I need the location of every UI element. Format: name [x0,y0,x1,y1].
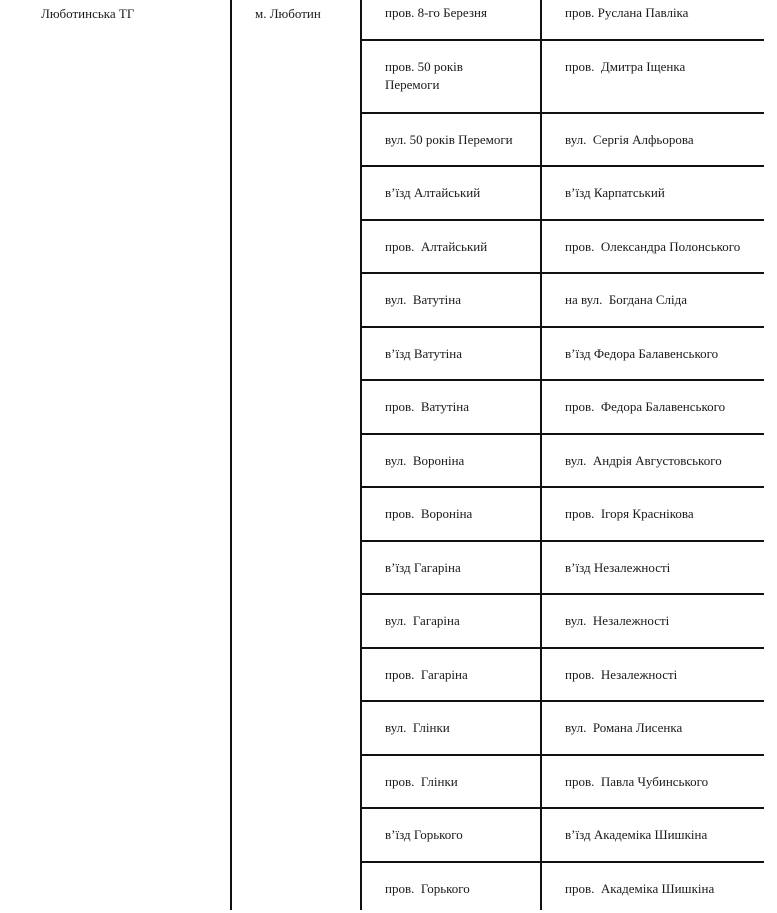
new-street-name: пров. Академіка Шишкіна [565,881,715,896]
old-street-name: в’їзд Горького [385,827,463,842]
old-street-name: пров. Гагаріна [385,667,468,682]
old-street-name: вул. Гагаріна [385,613,460,628]
table-row [362,488,764,542]
table-row [362,702,764,756]
table-row [362,863,764,913]
new-street-name: вул. Незалежності [565,613,670,628]
old-street-name: пров. Ватутіна [385,399,469,414]
table-row [362,328,764,381]
new-street-name: пров. Дмитра Іщенка [565,59,686,74]
new-street-name: в’їзд Карпатський [565,185,665,200]
old-street-name: пров. 8-го Березня [385,5,487,20]
new-street-name: в’їзд Федора Балавенського [565,346,719,361]
old-street-name: вул. Ватутіна [385,292,461,307]
old-street-name: вул. Глінки [385,720,450,735]
new-street-name: пров. Олександра Полонського [565,239,741,254]
column-divider [230,0,232,910]
old-street-name: пров. 50 років Перемоги [385,59,463,92]
old-street-name: пров. Вороніна [385,506,473,521]
old-street-name: пров. Глінки [385,774,458,789]
new-street-name: пров. Федора Балавенського [565,399,726,414]
table-row [362,167,764,221]
new-street-name: вул. Сергія Алфьорова [565,132,694,147]
table-row [362,0,764,41]
table-row [362,595,764,649]
table-row [362,756,764,809]
old-street-name: вул. Вороніна [385,453,465,468]
settlement-cell: м. Люботин [255,6,321,21]
old-street-name: пров. Алтайський [385,239,488,254]
new-street-name: на вул. Богдана Сліда [565,292,688,307]
old-street-name: пров. Горького [385,881,470,896]
old-street-name: в’їзд Алтайський [385,185,481,200]
new-street-name: вул. Романа Лисенка [565,720,683,735]
table-row [362,221,764,274]
new-street-name: пров. Руслана Павліка [565,5,689,20]
old-street-name: в’їзд Гагаріна [385,560,461,575]
territorial-community-cell: Люботинська ТГ [41,6,135,21]
new-street-name: пров. Ігоря Краснікова [565,506,694,521]
new-street-name: вул. Андрія Августовського [565,453,722,468]
street-rows [362,0,764,913]
table-row [362,274,764,328]
table-row [362,41,764,114]
table-row [362,381,764,435]
table-row [362,435,764,488]
new-street-name: пров. Незалежності [565,667,678,682]
new-street-name: в’їзд Академіка Шишкіна [565,827,708,842]
table-row [362,542,764,595]
table-row [362,114,764,167]
new-street-name: в’їзд Незалежності [565,560,671,575]
table-row [362,809,764,863]
new-street-name: пров. Павла Чубинського [565,774,709,789]
old-street-name: в’їзд Ватутіна [385,346,462,361]
table-row [362,649,764,702]
old-street-name: вул. 50 років Перемоги [385,132,513,147]
